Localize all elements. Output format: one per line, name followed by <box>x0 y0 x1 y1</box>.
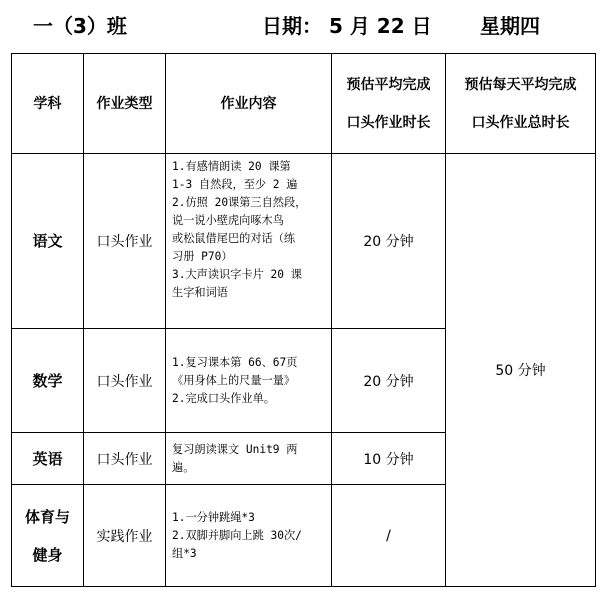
total-time-cell: 50 分钟 <box>446 154 596 587</box>
table-row-chinese <box>12 154 596 329</box>
content-line: 遍。 <box>172 460 195 474</box>
subject-cell: 数学 <box>12 329 84 433</box>
type-cell: 实践作业 <box>84 485 166 587</box>
subject-cell <box>12 485 84 587</box>
header-total-time-line-2: 口头作业总时长 <box>471 114 570 131</box>
header-total-time-line-1: 预估每天平均完成 <box>464 76 577 93</box>
homework-table <box>11 53 596 587</box>
header-avg-time-line-1: 预估平均完成 <box>346 76 431 93</box>
content-cell <box>166 154 332 329</box>
content-line: 3.大声读识字卡片 20 课 <box>172 268 302 281</box>
content-line: 2.双脚并脚向上跳 30次/ <box>172 528 302 542</box>
time-cell: / <box>332 485 446 587</box>
date-label: 日期： 5 月 22 日 <box>262 14 432 38</box>
header-avg-time <box>332 54 446 154</box>
header-avg-time-line-2: 口头作业时长 <box>346 114 431 131</box>
content-line: 习册 P70） <box>172 250 233 263</box>
content-line: 1-3 自然段，至少 2 遍 <box>172 178 298 191</box>
page-header <box>0 6 604 40</box>
content-line: 《用身体上的尺量一量》 <box>172 373 296 387</box>
time-cell: 10 分钟 <box>332 433 446 485</box>
content-cell <box>166 433 332 485</box>
content-cell <box>166 485 332 587</box>
subject-line-1: 体育与 <box>24 507 70 526</box>
subject-cell: 英语 <box>12 433 84 485</box>
time-cell: 20 分钟 <box>332 329 446 433</box>
type-cell: 口头作业 <box>84 154 166 329</box>
content-line: 1.有感情朗读 20 课第 <box>172 160 291 173</box>
subject-line-2: 健身 <box>32 545 63 564</box>
header-total-time <box>446 54 596 154</box>
content-line: 说一说小壁虎向啄木鸟 <box>172 214 284 227</box>
content-line: 复习朗读课文 Unit9 两 <box>172 442 298 456</box>
weekday-label: 星期四 <box>480 14 540 38</box>
type-cell: 口头作业 <box>84 329 166 433</box>
content-line: 或松鼠借尾巴的对话（练 <box>172 232 296 245</box>
content-line: 组*3 <box>172 546 197 560</box>
header-subject: 学科 <box>12 54 84 154</box>
header-content: 作业内容 <box>166 54 332 154</box>
table-header-row <box>12 54 596 154</box>
type-cell: 口头作业 <box>84 433 166 485</box>
content-line: 2.仿照 20课第三自然段， <box>172 196 307 209</box>
content-line: 2.完成口头作业单。 <box>172 391 275 405</box>
content-line: 生字和词语 <box>172 286 228 299</box>
content-cell <box>166 329 332 433</box>
time-cell: 20 分钟 <box>332 154 446 329</box>
subject-cell: 语文 <box>12 154 84 329</box>
header-type: 作业类型 <box>84 54 166 154</box>
content-line: 1.复习课本第 66、67页 <box>172 355 298 369</box>
content-line: 1.一分钟跳绳*3 <box>172 510 255 524</box>
class-label: 一（3）班 <box>33 14 127 38</box>
